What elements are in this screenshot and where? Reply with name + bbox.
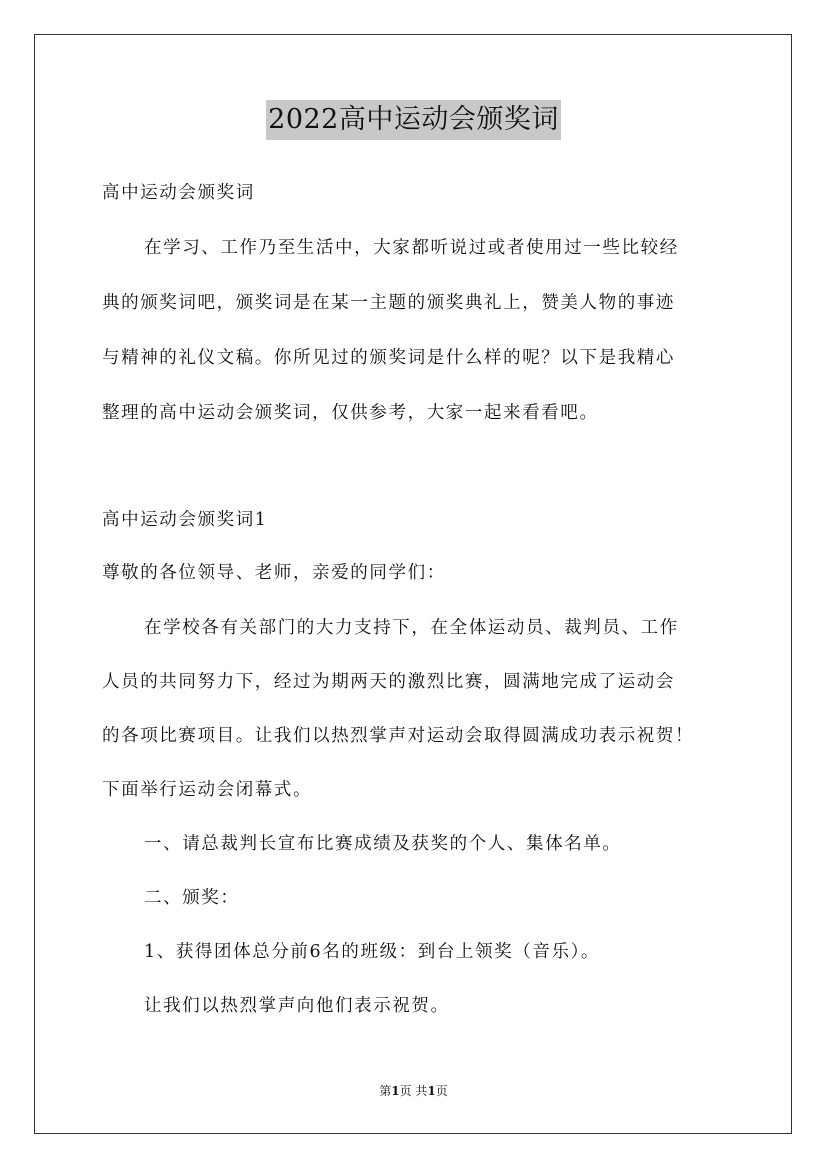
footer-prefix: 第 [379,1084,392,1098]
title-container [0,100,827,140]
list-item: 一、请总裁判长宣布比赛成绩及获奖的个人、集体名单。 [144,834,622,854]
list-item: 二、颁奖： [144,888,240,908]
subtitle: 高中运动会颁奖词 [102,183,255,203]
paragraph-line: 在学习、工作乃至生活中，大家都听说过或者使用过一些比较经 [144,238,679,258]
section-heading: 高中运动会颁奖词1 [102,510,268,530]
paragraph-line: 让我们以热烈掌声向他们表示祝贺。 [144,996,450,1016]
list-item: 1、获得团体总分前6名的班级：到台上领奖（音乐）。 [144,942,601,962]
paragraph-line: 的各项比赛项目。让我们以热烈掌声对运动会取得圆满成功表示祝贺！ [102,726,695,746]
greeting: 尊敬的各位领导、老师，亲爱的同学们： [102,563,446,583]
footer-mid: 页 共 [399,1084,428,1098]
page-footer [0,1083,827,1099]
footer-total-pages: 1 [427,1084,436,1098]
footer-page-number: 1 [391,1084,400,1098]
paragraph-line: 整理的高中运动会颁奖词，仅供参考，大家一起来看看吧。 [102,403,599,423]
paragraph-line: 典的颁奖词吧，颁奖词是在某一主题的颁奖典礼上，赞美人物的事迹 [102,293,675,313]
paragraph-line: 人员的共同努力下，经过为期两天的激烈比赛，圆满地完成了运动会 [102,672,675,692]
footer-suffix: 页 [435,1084,448,1098]
paragraph-line: 在学校各有关部门的大力支持下，在全体运动员、裁判员、工作 [144,618,679,638]
document-title: 2022高中运动会颁奖词 [266,100,561,140]
paragraph-line: 下面举行运动会闭幕式。 [102,780,313,800]
paragraph-line: 与精神的礼仪文稿。你所见过的颁奖词是什么样的呢？以下是我精心 [102,348,675,368]
